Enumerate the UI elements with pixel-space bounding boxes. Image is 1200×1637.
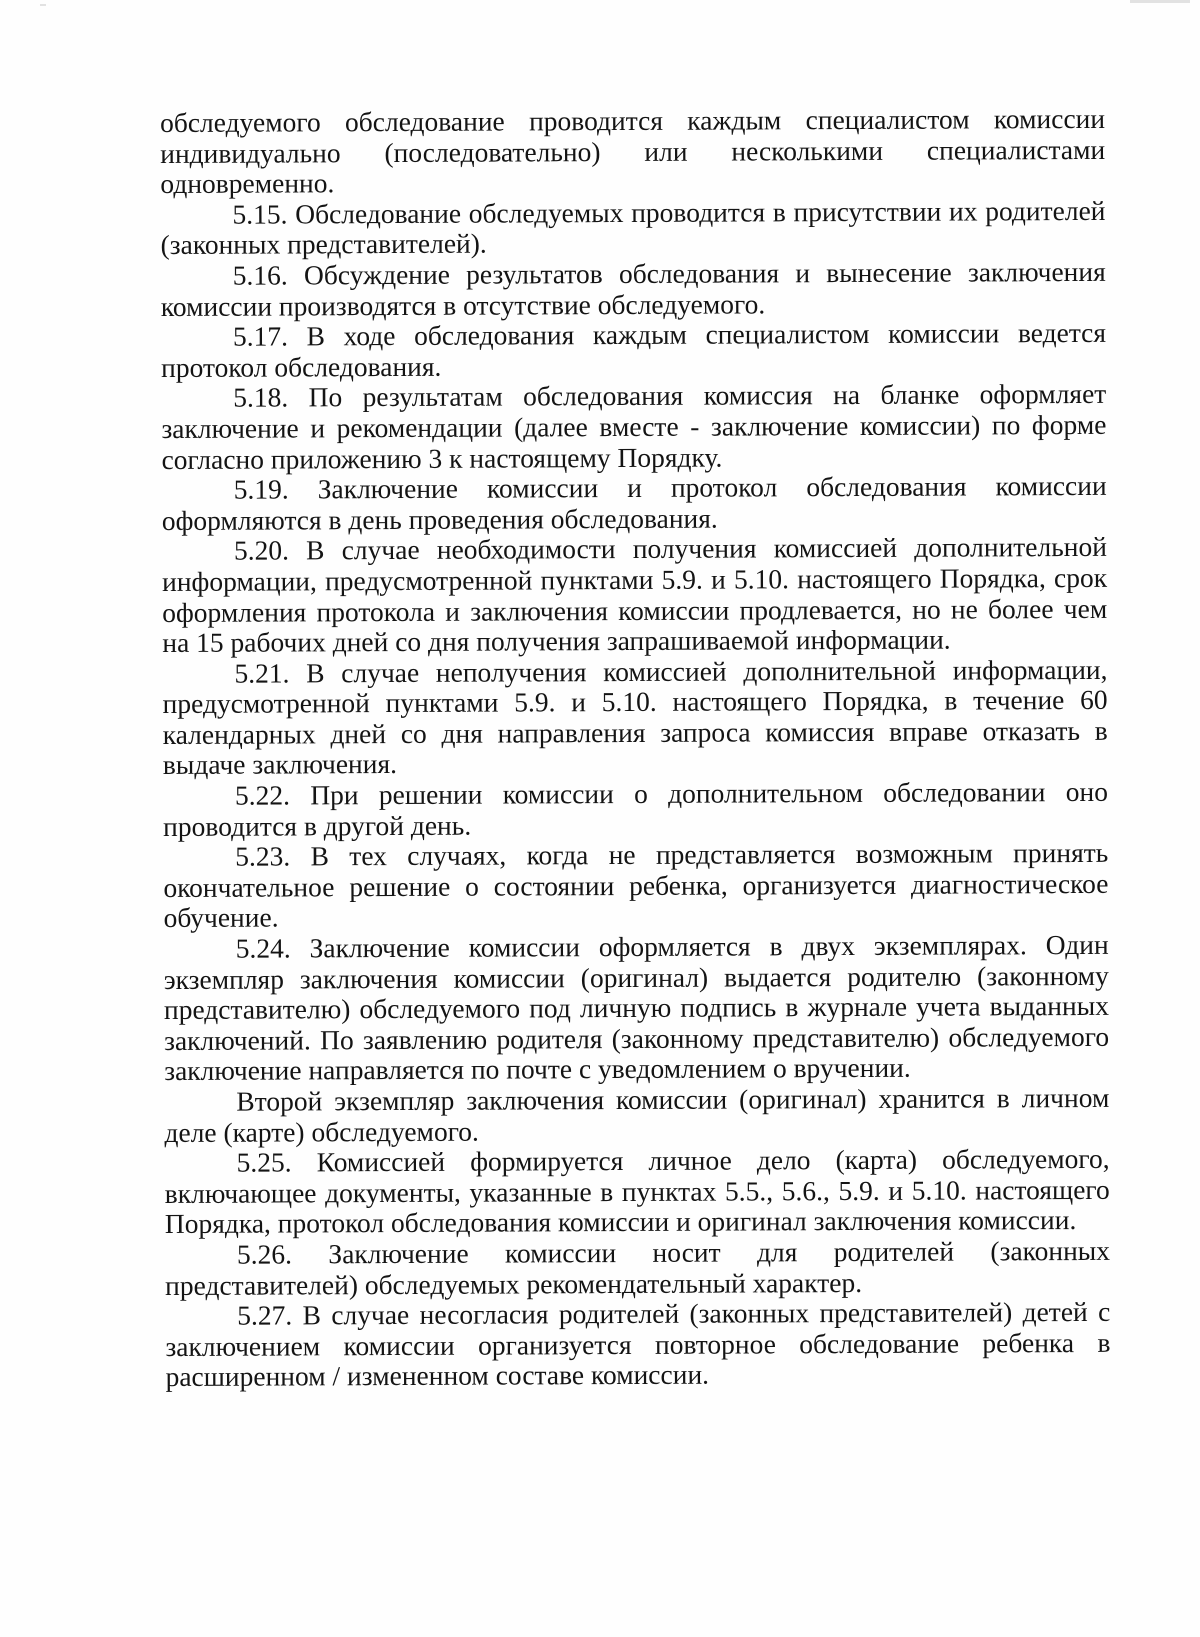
paragraph: 5.21. В случае неполучения комиссией дополнительной информации, предусмотренной пунктами 5.9. и 5.10. настоящего Порядка, в течение 60 календарных дней со дня направления запроса комиссия вправе отказать в выдаче заключения. bbox=[162, 653, 1108, 781]
paragraph: 5.27. В случае несогласия родителей (законных представителей) детей с заключением комиссии организуется повторное обследование ребенка в расширенном / измененном составе комиссии. bbox=[165, 1296, 1111, 1393]
paragraph: Второй экземпляр заключения комиссии (оригинал) хранится в личном деле (карте) обследуемого. bbox=[164, 1081, 1110, 1148]
paragraph: 5.25. Комиссией формируется личное дело (карта) обследуемого, включающее документы, указанные в пунктах 5.5., 5.6., 5.9. и 5.10. настоящего Порядка, протокол обследования комиссии и оригинал заключения комиссии. bbox=[164, 1143, 1110, 1240]
paragraph: 5.17. В ходе обследования каждым специалистом комиссии ведется протокол обследования. bbox=[161, 317, 1107, 383]
paragraph: 5.26. Заключение комиссии носит для родителей (законных представителей) обследуемых рекомендательный характер. bbox=[165, 1234, 1111, 1301]
scan-artifact-top-left bbox=[40, 4, 46, 6]
paragraph: 5.16. Обсуждение результатов обследования и вынесение заключения комиссии производятся в отсутствие обследуемого. bbox=[160, 255, 1106, 322]
paragraph: 5.23. В тех случаях, когда не представляется возможным принять окончательное решение о состоянии ребенка, организуется диагностическое обучение. bbox=[163, 837, 1109, 934]
paragraph: обследуемого обследование проводится каждым специалистом комиссии индивидуально (последовательно) или несколькими специалистами одновременно. bbox=[159, 102, 1106, 200]
paragraph: 5.15. Обследование обследуемых проводится в присутствии их родителей (законных представителей). bbox=[160, 194, 1106, 261]
paragraph: 5.20. В случае необходимости получения комиссией дополнительной информации, предусмотренной пунктами 5.9. и 5.10. настоящего Порядка, срок оформления протокола и заключения комиссии продлевается, но не более чем на 15 рабочих дней со дня получения запрашиваемой информации. bbox=[161, 531, 1108, 659]
paragraph: 5.18. По результатам обследования комиссия на бланке оформляет заключение и рекомендации (далее вместе - заключение комиссии) по форме согласно приложению 3 к настоящему Порядку. bbox=[161, 378, 1107, 475]
scan-artifact-top-right bbox=[1130, 0, 1190, 3]
paragraph: 5.19. Заключение комиссии и протокол обследования комиссии оформляются в день проведения обследования. bbox=[161, 469, 1107, 536]
document-body bbox=[160, 104, 1111, 1393]
paragraph: 5.22. При решении комиссии о дополнительном обследовании оно проводится в другой день. bbox=[163, 775, 1109, 842]
paragraph: 5.24. Заключение комиссии оформляется в двух экземплярах. Один экземпляр заключения комиссии (оригинал) выдается родителю (законному представителю) обследуемого под личную подпись в журнале учета выданных заключений. По заявлению родителя (законному представителю) обследуемого заключение направляется по почте с уведомлением о вручении. bbox=[163, 928, 1110, 1087]
